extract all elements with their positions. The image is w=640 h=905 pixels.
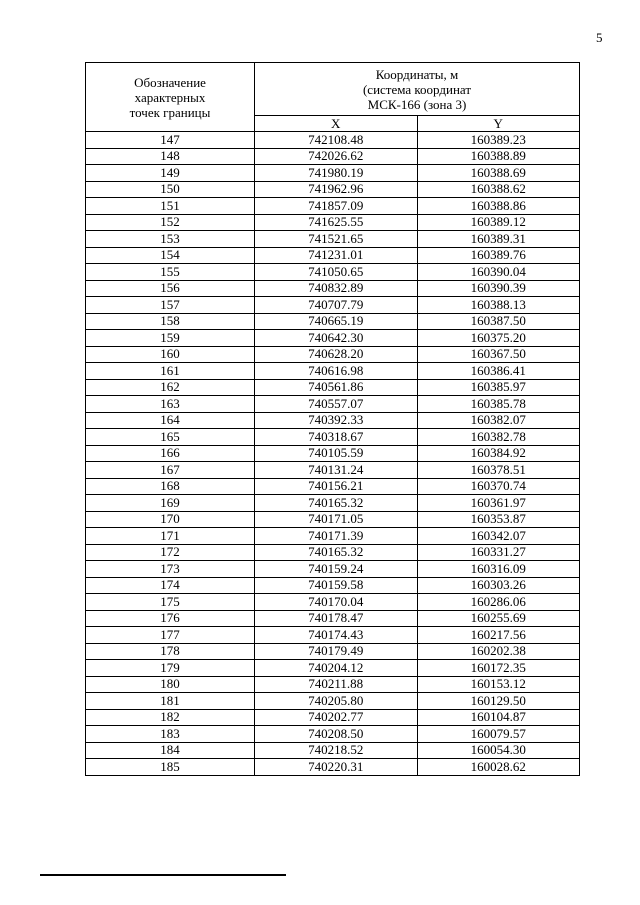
y-value-cell: 160286.06 xyxy=(417,594,580,611)
point-number-cell: 174 xyxy=(86,577,255,594)
y-value-cell: 160303.26 xyxy=(417,577,580,594)
table-row xyxy=(86,759,580,776)
point-number-cell: 184 xyxy=(86,742,255,759)
x-value-cell: 740204.12 xyxy=(255,660,418,677)
x-value-cell: 740178.47 xyxy=(255,610,418,627)
table-row xyxy=(86,495,580,512)
table-row xyxy=(86,132,580,149)
table-row xyxy=(86,412,580,429)
table-row xyxy=(86,709,580,726)
point-number-cell: 173 xyxy=(86,561,255,578)
y-value-cell: 160028.62 xyxy=(417,759,580,776)
x-value-cell: 740202.77 xyxy=(255,709,418,726)
x-value-cell: 740318.67 xyxy=(255,429,418,446)
point-number-cell: 157 xyxy=(86,297,255,314)
point-number-cell: 185 xyxy=(86,759,255,776)
table-row xyxy=(86,577,580,594)
x-value-cell: 742026.62 xyxy=(255,148,418,165)
table-row xyxy=(86,478,580,495)
table-row xyxy=(86,627,580,644)
table-row xyxy=(86,528,580,545)
table-row xyxy=(86,396,580,413)
x-value-cell: 740616.98 xyxy=(255,363,418,380)
y-column-header: Y xyxy=(417,116,580,132)
point-number-cell: 147 xyxy=(86,132,255,149)
point-number-cell: 158 xyxy=(86,313,255,330)
x-value-cell: 740159.24 xyxy=(255,561,418,578)
y-value-cell: 160384.92 xyxy=(417,445,580,462)
x-value-cell: 740642.30 xyxy=(255,330,418,347)
table-row xyxy=(86,643,580,660)
table-row xyxy=(86,148,580,165)
y-value-cell: 160316.09 xyxy=(417,561,580,578)
point-number-cell: 151 xyxy=(86,198,255,215)
page-number: 5 xyxy=(596,30,603,45)
point-number-cell: 180 xyxy=(86,676,255,693)
point-number-cell: 170 xyxy=(86,511,255,528)
table-row xyxy=(86,544,580,561)
x-value-cell: 740557.07 xyxy=(255,396,418,413)
y-value-cell: 160386.41 xyxy=(417,363,580,380)
y-value-cell: 160382.07 xyxy=(417,412,580,429)
table-row xyxy=(86,610,580,627)
point-number-cell: 182 xyxy=(86,709,255,726)
table-row xyxy=(86,231,580,248)
y-value-cell: 160370.74 xyxy=(417,478,580,495)
y-value-cell: 160172.35 xyxy=(417,660,580,677)
y-value-cell: 160361.97 xyxy=(417,495,580,512)
x-value-cell: 740208.50 xyxy=(255,726,418,743)
point-number-cell: 160 xyxy=(86,346,255,363)
x-value-cell: 740392.33 xyxy=(255,412,418,429)
point-label-header-line: характерных xyxy=(134,89,206,105)
coordinates-header-line: (система координат xyxy=(362,81,472,97)
x-value-cell: 740220.31 xyxy=(255,759,418,776)
table-row xyxy=(86,594,580,611)
point-number-cell: 156 xyxy=(86,280,255,297)
point-label-header-line: Обозначение xyxy=(134,74,206,90)
table-row xyxy=(86,313,580,330)
y-value-cell: 160382.78 xyxy=(417,429,580,446)
y-value-cell: 160342.07 xyxy=(417,528,580,545)
y-value-cell: 160388.13 xyxy=(417,297,580,314)
y-value-cell: 160331.27 xyxy=(417,544,580,561)
y-value-cell: 160387.50 xyxy=(417,313,580,330)
point-number-cell: 154 xyxy=(86,247,255,264)
x-value-cell: 740165.32 xyxy=(255,495,418,512)
table-row xyxy=(86,280,580,297)
table-row xyxy=(86,165,580,182)
x-value-cell: 740218.52 xyxy=(255,742,418,759)
point-label-header xyxy=(86,63,255,132)
x-value-cell: 741050.65 xyxy=(255,264,418,281)
point-number-cell: 181 xyxy=(86,693,255,710)
point-number-cell: 159 xyxy=(86,330,255,347)
x-value-cell: 740131.24 xyxy=(255,462,418,479)
table-row xyxy=(86,330,580,347)
coordinates-table xyxy=(85,62,580,776)
point-number-cell: 164 xyxy=(86,412,255,429)
table-row xyxy=(86,247,580,264)
x-value-cell: 740105.59 xyxy=(255,445,418,462)
y-value-cell: 160353.87 xyxy=(417,511,580,528)
x-value-cell: 740179.49 xyxy=(255,643,418,660)
x-value-cell: 740171.05 xyxy=(255,511,418,528)
point-number-cell: 179 xyxy=(86,660,255,677)
point-number-cell: 168 xyxy=(86,478,255,495)
point-number-cell: 162 xyxy=(86,379,255,396)
y-value-cell: 160217.56 xyxy=(417,627,580,644)
point-number-cell: 178 xyxy=(86,643,255,660)
x-value-cell: 740165.32 xyxy=(255,544,418,561)
point-number-cell: 177 xyxy=(86,627,255,644)
point-label-header-line: точек границы xyxy=(129,104,211,120)
y-value-cell: 160375.20 xyxy=(417,330,580,347)
point-number-cell: 161 xyxy=(86,363,255,380)
table-row xyxy=(86,198,580,215)
table-row xyxy=(86,676,580,693)
table-row xyxy=(86,346,580,363)
y-value-cell: 160385.97 xyxy=(417,379,580,396)
x-value-cell: 740561.86 xyxy=(255,379,418,396)
table-row xyxy=(86,214,580,231)
footer-rule xyxy=(40,874,286,876)
point-number-cell: 171 xyxy=(86,528,255,545)
x-value-cell: 740159.58 xyxy=(255,577,418,594)
table-row xyxy=(86,297,580,314)
table-row xyxy=(86,693,580,710)
table-row xyxy=(86,462,580,479)
x-column-header: X xyxy=(255,116,418,132)
x-value-cell: 741857.09 xyxy=(255,198,418,215)
x-value-cell: 740170.04 xyxy=(255,594,418,611)
y-value-cell: 160367.50 xyxy=(417,346,580,363)
y-value-cell: 160389.12 xyxy=(417,214,580,231)
y-value-cell: 160388.89 xyxy=(417,148,580,165)
y-value-cell: 160389.76 xyxy=(417,247,580,264)
x-value-cell: 740665.19 xyxy=(255,313,418,330)
point-number-cell: 169 xyxy=(86,495,255,512)
x-value-cell: 742108.48 xyxy=(255,132,418,149)
y-value-cell: 160202.38 xyxy=(417,643,580,660)
y-value-cell: 160104.87 xyxy=(417,709,580,726)
x-value-cell: 741962.96 xyxy=(255,181,418,198)
y-value-cell: 160388.62 xyxy=(417,181,580,198)
coordinates-header-line: Координаты, м xyxy=(375,66,459,82)
point-number-cell: 149 xyxy=(86,165,255,182)
point-number-cell: 155 xyxy=(86,264,255,281)
x-value-cell: 741231.01 xyxy=(255,247,418,264)
x-value-cell: 740174.43 xyxy=(255,627,418,644)
x-value-cell: 740171.39 xyxy=(255,528,418,545)
point-number-cell: 172 xyxy=(86,544,255,561)
point-number-cell: 153 xyxy=(86,231,255,248)
y-value-cell: 160129.50 xyxy=(417,693,580,710)
y-value-cell: 160255.69 xyxy=(417,610,580,627)
x-value-cell: 740205.80 xyxy=(255,693,418,710)
point-number-cell: 176 xyxy=(86,610,255,627)
x-value-cell: 740628.20 xyxy=(255,346,418,363)
table-row xyxy=(86,742,580,759)
y-value-cell: 160390.04 xyxy=(417,264,580,281)
table-row xyxy=(86,264,580,281)
coordinates-header xyxy=(255,63,580,116)
point-number-cell: 152 xyxy=(86,214,255,231)
table-row xyxy=(86,561,580,578)
y-value-cell: 160378.51 xyxy=(417,462,580,479)
x-value-cell: 740707.79 xyxy=(255,297,418,314)
point-number-cell: 175 xyxy=(86,594,255,611)
y-value-cell: 160390.39 xyxy=(417,280,580,297)
y-value-cell: 160153.12 xyxy=(417,676,580,693)
y-value-cell: 160389.31 xyxy=(417,231,580,248)
table-row xyxy=(86,379,580,396)
x-value-cell: 741625.55 xyxy=(255,214,418,231)
point-number-cell: 166 xyxy=(86,445,255,462)
point-number-cell: 150 xyxy=(86,181,255,198)
x-value-cell: 741980.19 xyxy=(255,165,418,182)
point-number-cell: 167 xyxy=(86,462,255,479)
y-value-cell: 160385.78 xyxy=(417,396,580,413)
point-number-cell: 163 xyxy=(86,396,255,413)
x-value-cell: 740832.89 xyxy=(255,280,418,297)
table-body xyxy=(86,132,580,776)
point-number-cell: 183 xyxy=(86,726,255,743)
y-value-cell: 160388.69 xyxy=(417,165,580,182)
x-value-cell: 740211.88 xyxy=(255,676,418,693)
table-row xyxy=(86,429,580,446)
table-row xyxy=(86,181,580,198)
y-value-cell: 160388.86 xyxy=(417,198,580,215)
coordinates-header-line: МСК-166 (зона 3) xyxy=(367,96,467,112)
table-row xyxy=(86,726,580,743)
y-value-cell: 160079.57 xyxy=(417,726,580,743)
point-number-cell: 148 xyxy=(86,148,255,165)
table-row xyxy=(86,660,580,677)
table-row xyxy=(86,511,580,528)
point-number-cell: 165 xyxy=(86,429,255,446)
x-value-cell: 740156.21 xyxy=(255,478,418,495)
x-value-cell: 741521.65 xyxy=(255,231,418,248)
table-row xyxy=(86,445,580,462)
table-row xyxy=(86,363,580,380)
y-value-cell: 160054.30 xyxy=(417,742,580,759)
y-value-cell: 160389.23 xyxy=(417,132,580,149)
